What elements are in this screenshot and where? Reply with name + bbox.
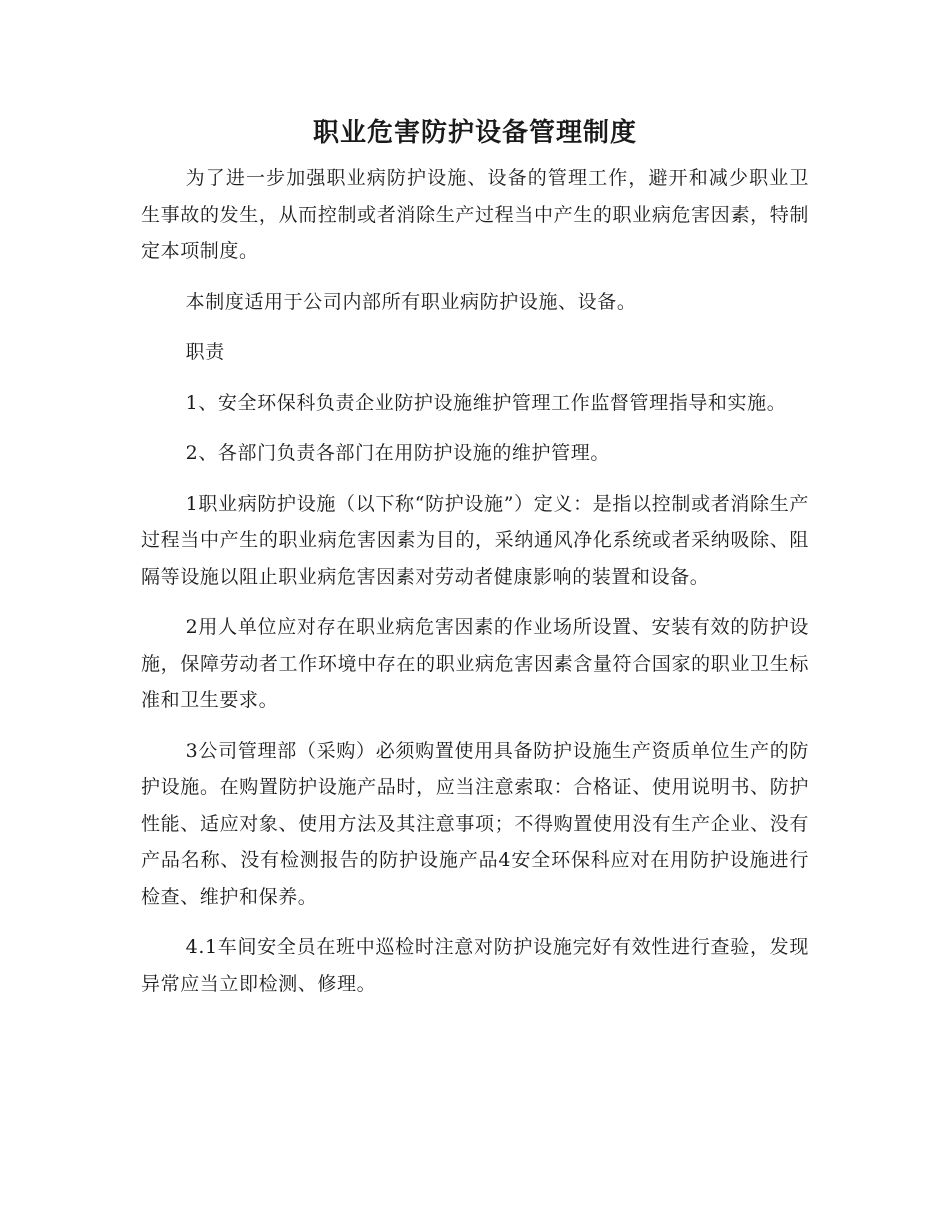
document-body [141,110,809,1016]
paragraph-procurement: 3公司管理部（采购）必须购置使用具备防护设施生产资质单位生产的防护设施。在购置防护设施产品时，应当注意索取：合格证、使用说明书、防护性能、适应对象、使用方法及其注意事项；不得购置使用没有生产企业、没有产品名称、没有检测报告的防护设施产品4安全环保科应对在用防护设施进行检查、维护和保养。 [141,739,809,908]
paragraph-responsibilities-heading: 职责 [185,341,225,363]
paragraph-scope: 本制度适用于公司内部所有职业病防护设施、设备。 [185,290,637,313]
paragraph-responsibility-2: 2、各部门负责各部门在用防护设施的维护管理。 [185,442,610,464]
paragraph-inspection: 4.1车间安全员在班中巡检时注意对防护设施完好有效性进行查验，发现异常应当立即检测、修理。 [141,936,809,995]
paragraph-installation: 2用人单位应对存在职业病危害因素的作业场所设置、安装有效的防护设施，保障劳动者工作环境中存在的职业病危害因素含量符合国家的职业卫生标准和卫生要求。 [141,616,809,711]
paragraph-responsibility-1: 1、安全环保科负责企业防护设施维护管理工作监督管理指导和实施。 [185,391,787,414]
document-title: 职业危害防护设备管理制度 [312,118,637,148]
paragraph-definition: 1职业病防护设施（以下称“防护设施”）定义：是指以控制或者消除生产过程当中产生的职业病危害因素为目的，采纳通风净化系统或者采纳吸除、阻隔等设施以阻止职业病危害因素对劳动者健康影响的装置和设备。 [141,492,809,588]
paragraph-intro: 为了进一步加强职业病防护设施、设备的管理工作，避开和减少职业卫生事故的发生，从而控制或者消除生产过程当中产生的职业病危害因素，特制定本项制度。 [141,167,809,262]
